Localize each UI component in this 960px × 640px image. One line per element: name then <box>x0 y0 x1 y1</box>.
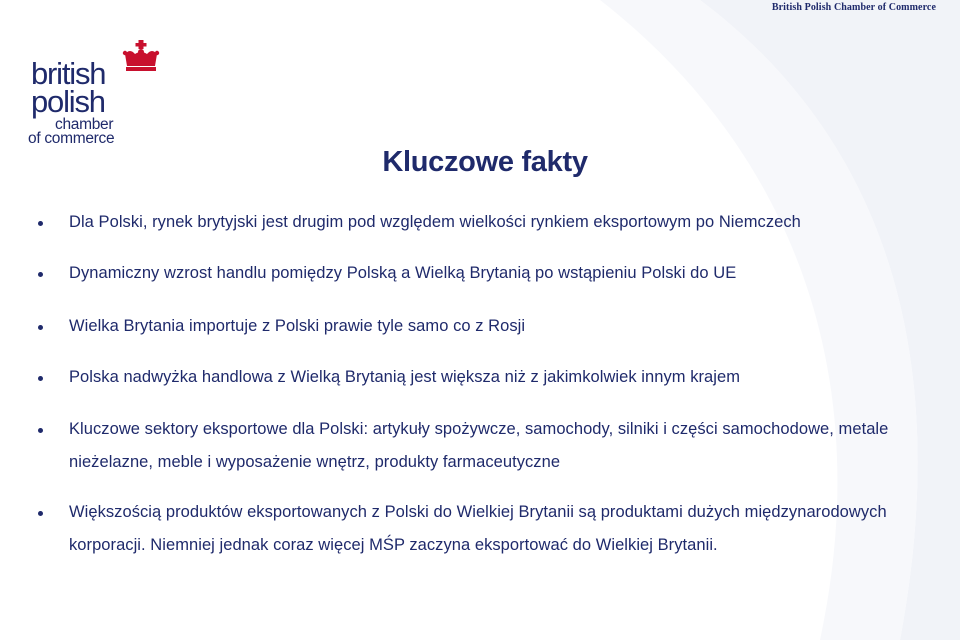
logo-line-of-commerce: of commerce <box>28 130 115 147</box>
logo-wordmark <box>28 56 115 147</box>
bullet-text: Dla Polski, rynek brytyjski jest drugim pod względem wielkości rynkiem eksportowym po Niemczech <box>69 213 801 231</box>
bullet-dot-icon <box>38 221 43 226</box>
logo-line-polish: polish <box>31 84 105 119</box>
bullet-dot-icon <box>38 511 43 516</box>
logo-line-british: british <box>31 56 106 91</box>
bullet-text: Kluczowe sektory eksportowe dla Polski: artykuły spożywcze, samochody, silniki i części samochodowe, metale nieżelazne, meble i wyposażenie wnętrz, produkty farmaceutyczne <box>69 420 889 471</box>
crown-icon <box>122 40 160 72</box>
bullet-text: Dynamiczny wzrost handlu pomiędzy Polską a Wielką Brytanią po wstąpieniu Polski do UE <box>69 264 737 282</box>
bullet-dot-icon <box>38 272 43 277</box>
bullet-dot-icon <box>38 428 43 433</box>
bpcc-logo <box>28 40 168 155</box>
logo-line-chamber: chamber <box>55 116 114 133</box>
bullet-dot-icon <box>38 325 43 330</box>
bullet-text: Polska nadwyżka handlowa z Wielką Brytanią jest większa niż z jakimkolwiek innym krajem <box>69 368 741 386</box>
header-org-name: British Polish Chamber of Commerce <box>771 2 936 13</box>
bullet-dot-icon <box>38 376 43 381</box>
slide-title: Kluczowe fakty <box>382 146 588 178</box>
bullet-text: Większością produktów eksportowanych z Polski do Wielkiej Brytanii są produktami dużych międzynarodowych korporacji. Niemniej jednak coraz więcej MŚP zaczyna eksportować do Wielkiej Brytanii. <box>69 503 887 554</box>
bullet-text: Wielka Brytania importuje z Polski prawie tyle samo co z Rosji <box>69 317 526 335</box>
